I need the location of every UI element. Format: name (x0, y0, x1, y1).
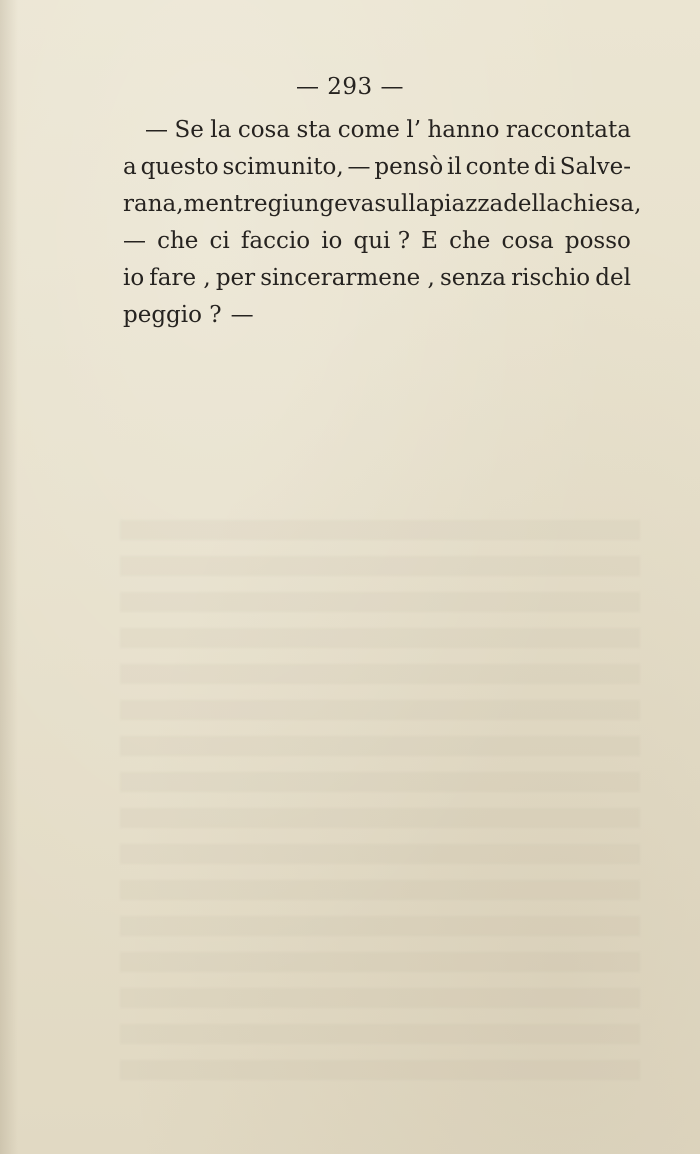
word: cosa (501, 228, 554, 254)
word: chiesa, (559, 191, 642, 217)
word: per (215, 265, 256, 291)
word: conte (465, 154, 530, 180)
word: rana, (123, 191, 184, 217)
word: pensò (374, 154, 444, 180)
word: — (123, 228, 146, 254)
word: raccontata (505, 117, 631, 143)
word: E (421, 228, 438, 254)
paragraph (123, 112, 642, 334)
paragraph-line (123, 149, 631, 186)
word: — (145, 117, 168, 143)
word: — (230, 302, 254, 328)
word: questo (140, 154, 219, 180)
word: qui ? (353, 228, 411, 254)
word: il (447, 154, 462, 180)
word: che (449, 228, 491, 254)
word: Se (174, 117, 204, 143)
word: sta (296, 117, 332, 143)
paragraph-line (123, 112, 631, 149)
page-edge-shadow (0, 0, 18, 1154)
word: la (210, 117, 232, 143)
word: giungeva (267, 191, 375, 217)
word: del (595, 265, 631, 291)
word: a (123, 154, 137, 180)
word: posso (564, 228, 631, 254)
word: ci (209, 228, 230, 254)
word: sincerarmene , (260, 265, 435, 291)
word: io (321, 228, 343, 254)
word: — (347, 154, 371, 180)
word: come (337, 117, 400, 143)
word: senza (439, 265, 507, 291)
page-number: — 293 — (295, 74, 405, 100)
paragraph-line (123, 223, 631, 260)
show-through-text (120, 520, 640, 1080)
word: peggio ? (123, 302, 222, 328)
word: l’ (406, 117, 422, 143)
paragraph-line (123, 260, 631, 297)
word: io (123, 265, 145, 291)
word: piazza (429, 191, 504, 217)
word: scimunito, (222, 154, 344, 180)
word: rischio (511, 265, 591, 291)
word: hanno (427, 117, 500, 143)
word: sulla (374, 191, 430, 217)
word: che (157, 228, 199, 254)
word: cosa (237, 117, 291, 143)
word: faccio (240, 228, 311, 254)
paragraph-line (123, 186, 642, 223)
word: della (503, 191, 560, 217)
paragraph-line (123, 297, 631, 334)
word: di (533, 154, 556, 180)
word: mentre (183, 191, 268, 217)
word: Salve- (559, 154, 631, 180)
word: fare , (149, 265, 211, 291)
